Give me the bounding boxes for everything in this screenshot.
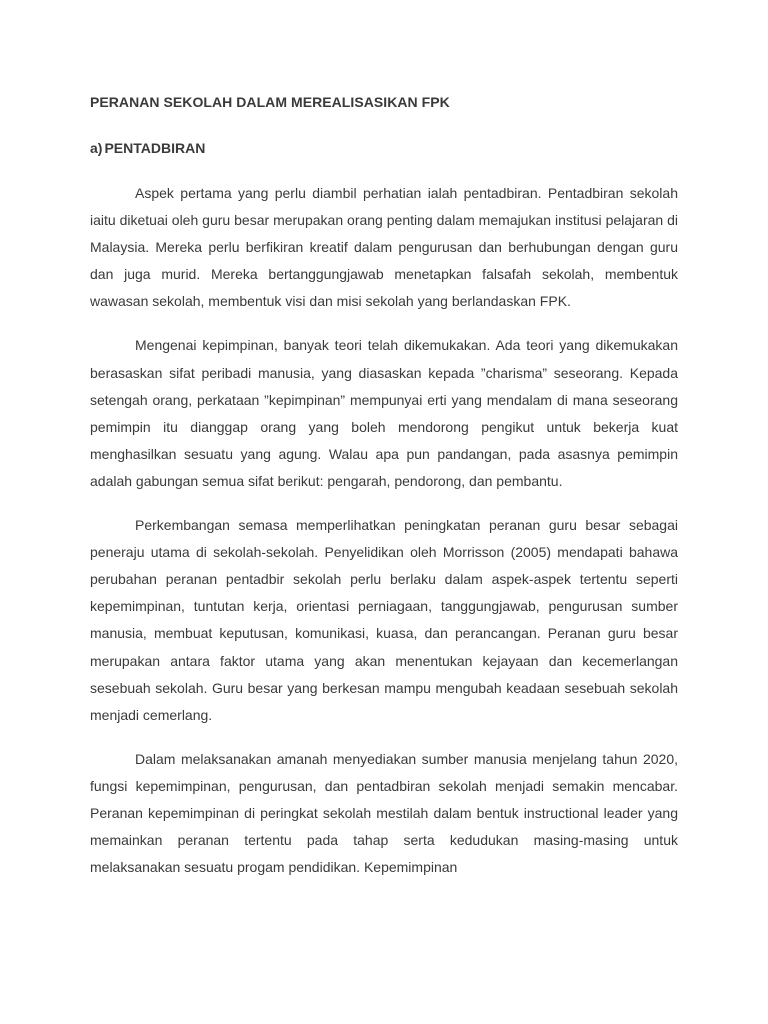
paragraph-amanah: Dalam melaksanakan amanah menyediakan sumber manusia menjelang tahun 2020, fungsi kepemimpinan, pengurusan, dan pentadbiran sekolah menjadi semakin mencabar. Peranan kepemimpinan di peringkat sekolah mestilah dalam bentuk instructional leader yang memainkan peranan tertentu pada tahap serta kedudukan masing-masing untuk melaksanakan sesuatu progam pendidikan. Kepemimpinan bbox=[90, 750, 678, 876]
section-heading bbox=[90, 138, 678, 158]
paragraph-perkembangan: Perkembangan semasa memperlihatkan peningkatan peranan guru besar sebagai peneraju utama di sekolah-sekolah. Penyelidikan oleh Morrisson (2005) mendapati bahawa perubahan peranan pentadbir sekolah perlu berlaku dalam aspek-aspek tertentu seperti kepemimpinan, tuntutan kerja, orientasi perniagaan, tanggungjawab, pengurusan sumber manusia, membuat keputusan, komunikasi, kuasa, dan perancangan. Peranan guru besar merupakan antara faktor utama yang akan menentukan kejayaan dan kecemerlangan sesebuah sekolah. Guru besar yang berkesan mampu mengubah keadaan sesebuah sekolah menjadi cemerlang. bbox=[90, 517, 678, 723]
paragraph-pentadbiran: Aspek pertama yang perlu diambil perhatian ialah pentadbiran. Pentadbiran sekolah iaitu diketuai oleh guru besar merupakan orang penting dalam memajukan institusi pelajaran di Malaysia. Mereka perlu berfikiran kreatif dalam pengurusan dan berhubungan dengan guru dan juga murid. Mereka bertanggungjawab menetapkan falsafah sekolah, membentuk wawasan sekolah, membentuk visi dan misi sekolah yang berlandaskan FPK. bbox=[90, 185, 678, 310]
section-heading-text: PENTADBIRAN bbox=[104, 140, 206, 156]
document-title: PERANAN SEKOLAH DALAM MEREALISASIKAN FPK bbox=[90, 94, 450, 110]
paragraph-kepimpinan: Mengenai kepimpinan, banyak teori telah dikemukakan. Ada teori yang dikemukakan berasaskan sifat peribadi manusia, yang diasaskan kepada ”charisma” seseorang. Kepada setengah orang, perkataan ”kepimpinan” mempunyai erti yang mendalam di mana seseorang pemimpin itu dianggap orang yang boleh mendorong pengikut untuk bekerja kuat menghasilkan sesuatu yang agung. Walau apa pun pandangan, pada asasnya pemimpin adalah gabungan semua sifat berikut: pengarah, pendorong, dan pembantu. bbox=[90, 337, 678, 489]
section-marker: a) bbox=[90, 140, 103, 156]
